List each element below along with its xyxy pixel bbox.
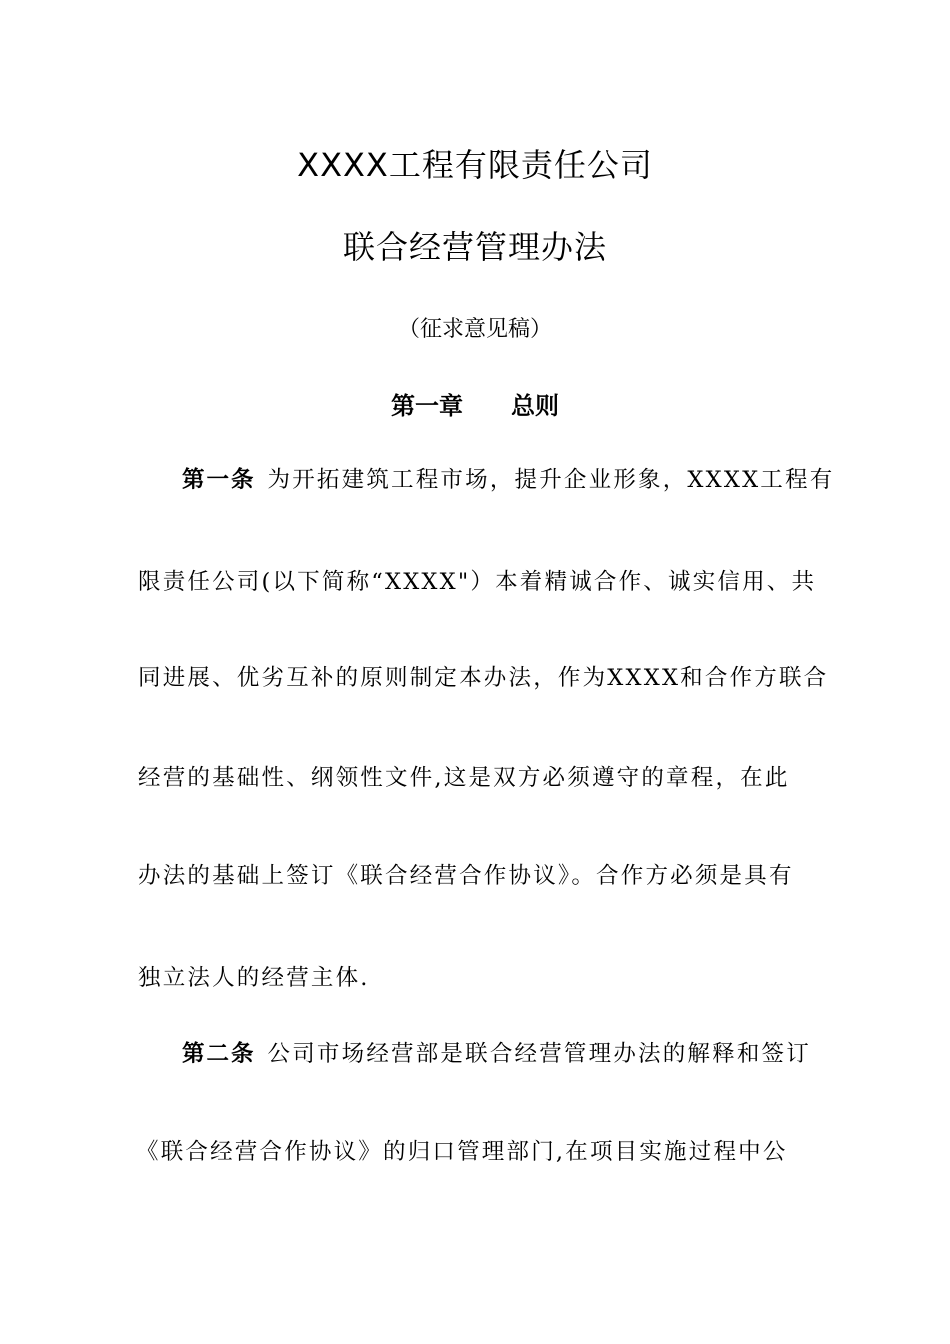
document-subtitle: （征求意见稿） bbox=[397, 317, 552, 342]
article-2-label: 第二条 bbox=[182, 1041, 256, 1067]
document-title-company: XXXX工程有限责任公司 bbox=[297, 146, 653, 184]
document-title-regulation: 联合经营管理办法 bbox=[342, 228, 607, 266]
chapter-heading bbox=[0, 386, 950, 421]
article-1-line-6: 独立法人的经营主体. bbox=[138, 965, 370, 991]
article-1-label: 第一条 bbox=[182, 467, 256, 493]
article-1-line-4: 经营的基础性、纲领性文件,这是双方必须遵守的章程，在此 bbox=[138, 765, 790, 791]
article-1-line-3: 同进展、优劣互补的原则制定本办法，作为XXXX和合作方联合 bbox=[138, 665, 829, 691]
article-1-text: 为开拓建筑工程市场，提升企业形象，XXXX工程有 bbox=[267, 467, 835, 493]
article-2-line-1 bbox=[182, 1036, 838, 1068]
chapter-number: 第一章 bbox=[391, 391, 463, 420]
article-2-line-2: 《联合经营合作协议》的归口管理部门,在项目实施过程中公 bbox=[136, 1139, 788, 1165]
article-1-line-5: 办法的基础上签订《联合经营合作协议》。合作方必须是具有 bbox=[138, 863, 794, 889]
article-2-text: 公司市场经营部是联合经营管理办法的解释和签订 bbox=[267, 1041, 811, 1067]
chapter-name: 总则 bbox=[511, 391, 559, 420]
article-1-line-1 bbox=[182, 462, 838, 494]
article-1-line-2: 限责任公司(以下简称“XXXX"）本着精诚合作、诚实信用、共 bbox=[138, 569, 817, 595]
